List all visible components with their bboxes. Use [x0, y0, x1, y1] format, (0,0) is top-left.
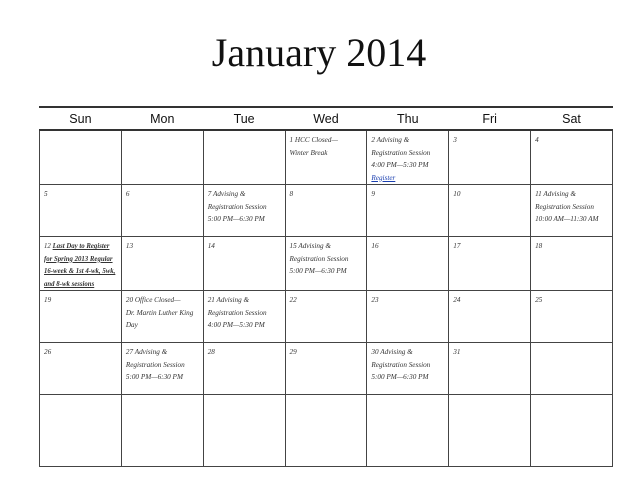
day-cell-20 — [121, 291, 203, 343]
day-cell-31 — [449, 343, 531, 395]
month-calendar — [39, 108, 613, 467]
day-cell-empty — [531, 395, 613, 467]
day-10-text: 10 — [453, 190, 461, 198]
day-18-text: 18 — [535, 242, 543, 250]
weekday-header-mon: Mon — [121, 108, 203, 130]
week-row-5 — [40, 343, 613, 395]
day-cell-empty — [531, 343, 613, 395]
day-cell-30 — [367, 343, 449, 395]
day-4-text: 4 — [535, 136, 539, 144]
day-8-text: 8 — [289, 190, 294, 198]
day-cell-19 — [40, 291, 122, 343]
register-link[interactable]: Register — [371, 173, 396, 182]
day-26-text: 26 — [44, 348, 52, 356]
day-cell-18 — [531, 237, 613, 291]
day-cell-empty — [121, 130, 203, 185]
day-12-number: 12 — [44, 243, 51, 250]
day-19-text: 19 — [44, 296, 52, 304]
day-2-text: 2 Advising & Registration Session 4:00 PM—5:30 PM — [371, 136, 431, 169]
weekday-header-sat: Sat — [531, 108, 613, 130]
day-cell-empty — [203, 130, 285, 185]
day-16-text: 16 — [371, 242, 379, 250]
week-row-2 — [40, 185, 613, 237]
day-13-text: 13 — [125, 242, 134, 250]
day-cell-5 — [40, 185, 122, 237]
day-14-text: 14 — [207, 242, 215, 250]
day-6-text: 6 — [125, 190, 130, 198]
day-cell-empty — [203, 395, 285, 467]
day-cell-4 — [531, 130, 613, 185]
day-cell-8 — [285, 185, 367, 237]
day-cell-9 — [367, 185, 449, 237]
day-cell-25 — [531, 291, 613, 343]
day-cell-1 — [285, 130, 367, 185]
day-cell-empty — [367, 395, 449, 467]
day-cell-28 — [203, 343, 285, 395]
day-cell-15 — [285, 237, 367, 291]
weekday-header-row — [40, 108, 613, 130]
week-row-3 — [40, 237, 613, 291]
day-21-text: 21 Advising & Registration Session 4:00 PM—5:30 PM — [207, 296, 267, 329]
day-7-text: 7 Advising & Registration Session 5:00 PM—6:30 PM — [207, 190, 267, 223]
day-22-text: 22 — [289, 296, 297, 304]
day-cell-empty — [121, 395, 203, 467]
day-cell-empty — [40, 395, 122, 467]
day-cell-17 — [449, 237, 531, 291]
day-cell-12 — [40, 237, 122, 291]
day-31-text: 31 — [453, 348, 461, 356]
calendar-title: January 2014 — [211, 30, 427, 75]
day-23-text: 23 — [371, 296, 379, 304]
day-cell-26 — [40, 343, 122, 395]
last-day-to-register-note: Last Day to Register for Spring 2013 Regular 16-week & 1st 4-wk, 5wk, and 8-wk sessions — [44, 243, 116, 288]
day-1-text: 1 HCC Closed— Winter Break — [289, 136, 338, 157]
day-cell-3 — [449, 130, 531, 185]
week-row-6 — [40, 395, 613, 467]
day-cell-24 — [449, 291, 531, 343]
day-cell-21 — [203, 291, 285, 343]
weekday-header-thu: Thu — [367, 108, 449, 130]
day-cell-22 — [285, 291, 367, 343]
day-cell-7 — [203, 185, 285, 237]
day-cell-2 — [367, 130, 449, 185]
day-9-text: 9 — [371, 190, 375, 198]
day-29-text: 29 — [289, 348, 297, 356]
day-27-text: 27 Advising & Registration Session 5:00 PM—6:30 PM — [125, 348, 185, 381]
day-cell-empty — [40, 130, 122, 185]
weekday-header-tue: Tue — [203, 108, 285, 130]
day-cell-16 — [367, 237, 449, 291]
day-25-text: 25 — [535, 296, 543, 304]
day-cell-empty — [449, 395, 531, 467]
day-24-text: 24 — [453, 296, 461, 304]
weekday-header-sun: Sun — [40, 108, 122, 130]
day-cell-27 — [121, 343, 203, 395]
day-30-text: 30 Advising & Registration Session 5:00 PM—6:30 PM — [371, 348, 431, 381]
weekday-header-wed: Wed — [285, 108, 367, 130]
week-row-1 — [40, 130, 613, 185]
day-cell-empty — [285, 395, 367, 467]
day-28-text: 28 — [207, 348, 215, 356]
day-17-text: 17 — [453, 242, 461, 250]
day-cell-23 — [367, 291, 449, 343]
day-5-text: 5 — [44, 190, 48, 198]
day-cell-13 — [121, 237, 203, 291]
day-11-text: 11 Advising & Registration Session 10:00 AM—11:30 AM — [535, 190, 599, 223]
day-cell-29 — [285, 343, 367, 395]
day-15-text: 15 Advising & Registration Session 5:00 PM—6:30 PM — [289, 242, 349, 275]
day-cell-14 — [203, 237, 285, 291]
week-row-4 — [40, 291, 613, 343]
day-20-text: 20 Office Closed— Dr. Martin Luther King Day — [125, 296, 194, 329]
day-cell-11 — [531, 185, 613, 237]
day-cell-6 — [121, 185, 203, 237]
day-3-text: 3 — [453, 136, 457, 144]
day-cell-10 — [449, 185, 531, 237]
weekday-header-fri: Fri — [449, 108, 531, 130]
